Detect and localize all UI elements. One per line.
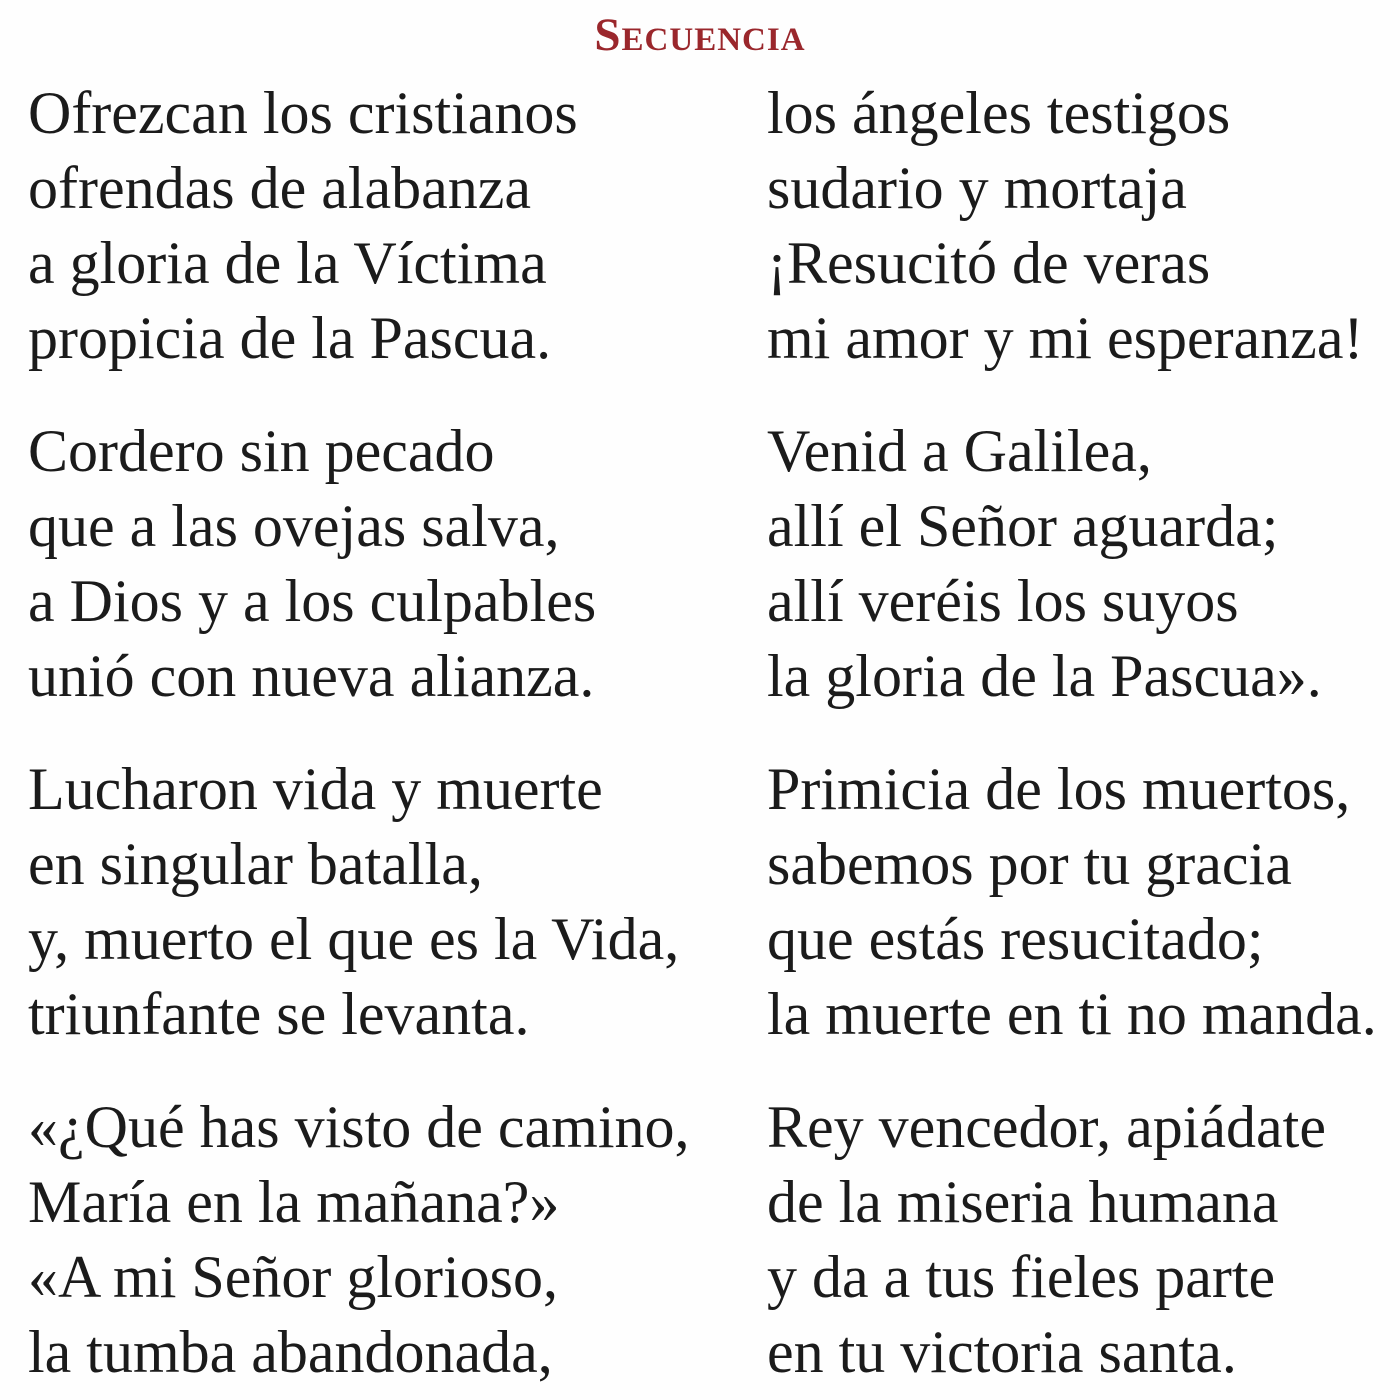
poem-line: la gloria de la Pascua». <box>767 643 1322 710</box>
poem-line: Venid a Galilea, <box>767 418 1152 485</box>
stanza-4-right <box>767 1090 1400 1390</box>
poem-line: allí el Señor aguarda; <box>767 493 1279 560</box>
poem-line: en singular batalla, <box>28 831 483 898</box>
stanza-2-left <box>28 414 767 714</box>
poem-line: mi amor y mi esperanza! <box>767 305 1364 372</box>
poem-line: Primicia de los muertos, <box>767 756 1351 823</box>
poem-line: Ofrezcan los cristianos <box>28 80 578 147</box>
stanza-1-right <box>767 76 1400 376</box>
poem-line: que estás resucitado; <box>767 906 1264 973</box>
poem-line: Rey vencedor, apiádate <box>767 1094 1326 1161</box>
stanza-3-right <box>767 752 1400 1052</box>
poem-line: allí veréis los suyos <box>767 568 1239 635</box>
poem-line: ofrendas de alabanza <box>28 155 532 222</box>
poem-line: y da a tus fieles parte <box>767 1244 1276 1311</box>
poem-line: sabemos por tu gracia <box>767 831 1292 898</box>
page-title: Secuencia <box>594 9 806 61</box>
poem-columns <box>0 76 1400 1390</box>
poem-line: triunfante se levanta. <box>28 981 530 1048</box>
poem-line: que a las ovejas salva, <box>28 493 560 560</box>
poem-line: los ángeles testigos <box>767 80 1231 147</box>
stanza-4-left <box>28 1090 767 1390</box>
poem-line: propicia de la Pascua. <box>28 305 552 372</box>
poem-line: unió con nueva alianza. <box>28 643 595 710</box>
left-column <box>0 76 767 1390</box>
poem-line: María en la mañana?» <box>28 1169 560 1236</box>
poem-line: ¡Resucitó de veras <box>767 230 1211 297</box>
poem-line: de la miseria humana <box>767 1169 1279 1236</box>
poem-line: a Dios y a los culpables <box>28 568 597 635</box>
poem-line: la tumba abandonada, <box>28 1319 553 1386</box>
stanza-3-left <box>28 752 767 1052</box>
poem-line: Cordero sin pecado <box>28 418 495 485</box>
poem-line: «¿Qué has visto de camino, <box>28 1094 690 1161</box>
right-column <box>767 76 1400 1390</box>
poem-line: y, muerto el que es la Vida, <box>28 906 680 973</box>
poem-line: la muerte en ti no manda. <box>767 981 1377 1048</box>
poem-line: a gloria de la Víctima <box>28 230 547 297</box>
poem-line: sudario y mortaja <box>767 155 1187 222</box>
stanza-1-left <box>28 76 767 376</box>
poem-line: en tu victoria santa. <box>767 1319 1237 1386</box>
poem-line: Lucharon vida y muerte <box>28 756 603 823</box>
poem-line: «A mi Señor glorioso, <box>28 1244 559 1311</box>
stanza-2-right <box>767 414 1400 714</box>
